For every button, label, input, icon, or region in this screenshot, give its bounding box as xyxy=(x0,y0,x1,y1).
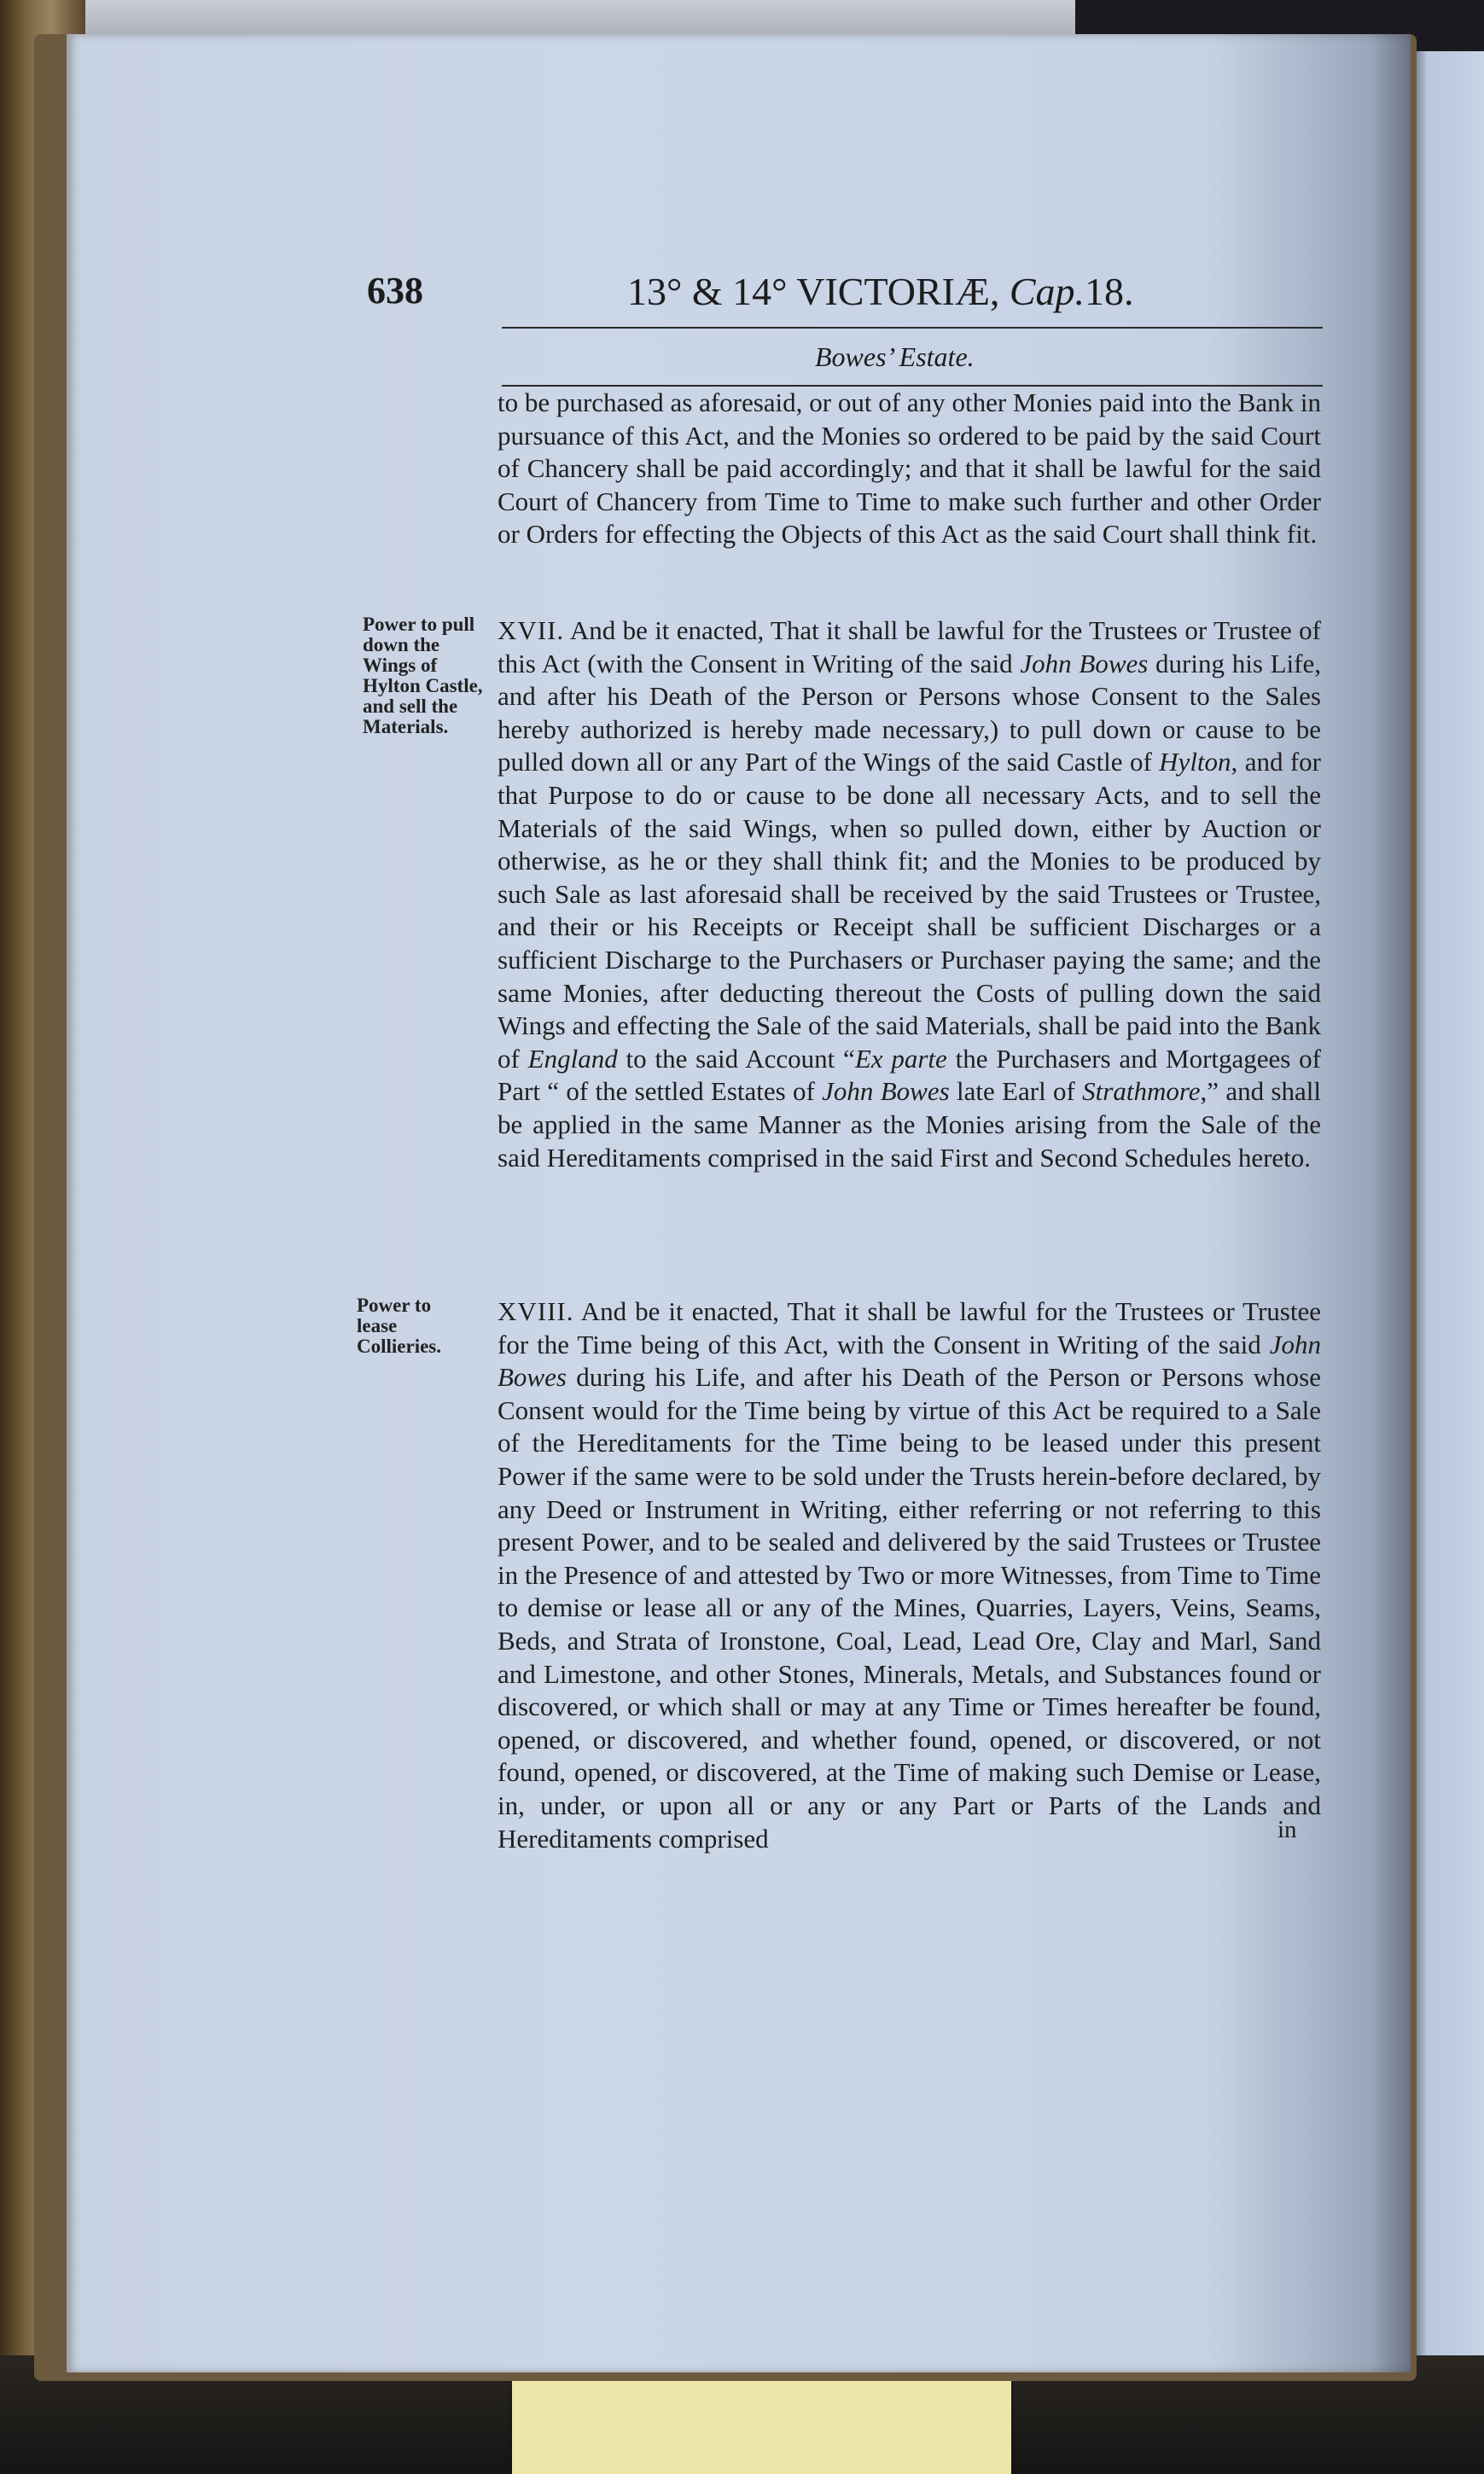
continuation-paragraph xyxy=(498,387,1321,551)
margin-note-xvii: Power to pull down the Wings of Hylton Castle, and sell the Materials. xyxy=(363,614,483,737)
section-number: XVIII. xyxy=(498,1296,574,1326)
continuation-text: to be purchased as aforesaid, or out of any other Monies paid into the Bank in pursuance of this Act, and the Monies so ordered to be paid by the said Court of Chancery shall be paid accordingly; and that it shall be lawful for the said Court of Chancery from Time to Time to make such further and other Order or Orders for effecting the Objects of this Act as the said Court shall think fit. xyxy=(498,387,1321,550)
title-main: 13° & 14° VICTORIÆ, xyxy=(627,270,1000,313)
section-xviii xyxy=(498,1295,1321,1855)
page-number: 638 xyxy=(367,270,423,311)
title-cap: Cap. xyxy=(1009,270,1085,313)
section-subheading: Bowes’ Estate. xyxy=(815,341,975,372)
header-rule-top xyxy=(502,327,1323,329)
paper-tab xyxy=(512,2381,1011,2474)
margin-note-xviii: Power to lease Collieries. xyxy=(357,1295,441,1357)
running-title xyxy=(627,269,1134,314)
title-cap-number: 18. xyxy=(1085,270,1134,313)
catchword: in xyxy=(1277,1816,1297,1843)
facing-page-edge xyxy=(1408,51,1484,2390)
section-xvii-text: XVII. And be it enacted, That it shall be lawful for the Trustees or Trustee of this Act (with the Consent in Writing of the said John Bowes during his Life, and after his Death of the Person or Persons whose Consent to the Sales hereby authorized is hereby made necessary,) to pull down or cause to be pulled down all or any Part of the Wings of the said Castle of Hylton, and for that Purpose to do or cause to be done all necessary Acts, and to sell the Materials of the said Wings, when so pulled down, either by Auction or otherwise, as he or they shall think fit; and the Monies to be produced by such Sale as last aforesaid shall be received by the said Trustees or Trustee, and their or his Receipts or Receipt shall be sufficient Discharges or a sufficient Discharge to the Purchasers or Purchaser paying the same; and the same Monies, after deducting thereout the Costs of pulling down the said Wings and effecting the Sale of the said Materials, shall be paid into the Bank of England to the said Account “Ex parte the Purchasers and Mortgagees of Part “ of the settled Estates of John Bowes late Earl of Strathmore,” and shall be applied in the same Manner as the Monies arising from the Sale of the said Hereditaments comprised in the said First and Second Schedules hereto. xyxy=(498,615,1322,1173)
section-xvii xyxy=(498,614,1321,1174)
section-xviii-text: XVIII. And be it enacted, That it shall be lawful for the Trustees or Trustee for the Time being of this Act, with the Consent in Writing of the said John Bowes during his Life, and after his Death of the Person or Persons whose Consent would for the Time being by virtue of this Act be required to a Sale of the Hereditaments for the Time being to be leased under this present Power if the same were to be sold under the Trusts herein-before declared, by any Deed or Instrument in Writing, either referring or not referring to this present Power, and to be sealed and delivered by the said Trustees or Trustee in the Presence of and attested by Two or more Witnesses, from Time to Time to demise or lease all or any of the Mines, Quarries, Layers, Veins, Seams, Beds, and Strata of Ironstone, Coal, Lead, Lead Ore, Clay and Marl, Sand and Limestone, and other Stones, Minerals, Metals, and Substances found or discovered, or which shall or may at any Time or Times hereafter be found, opened, or discovered, and whether found, opened, or discovered, or not found, opened, or discovered, at the Time of making such Demise or Lease, in, under, or upon all or any or any Part or Parts of the Lands and Hereditaments comprised xyxy=(498,1296,1322,1854)
section-number: XVII. xyxy=(498,615,565,645)
